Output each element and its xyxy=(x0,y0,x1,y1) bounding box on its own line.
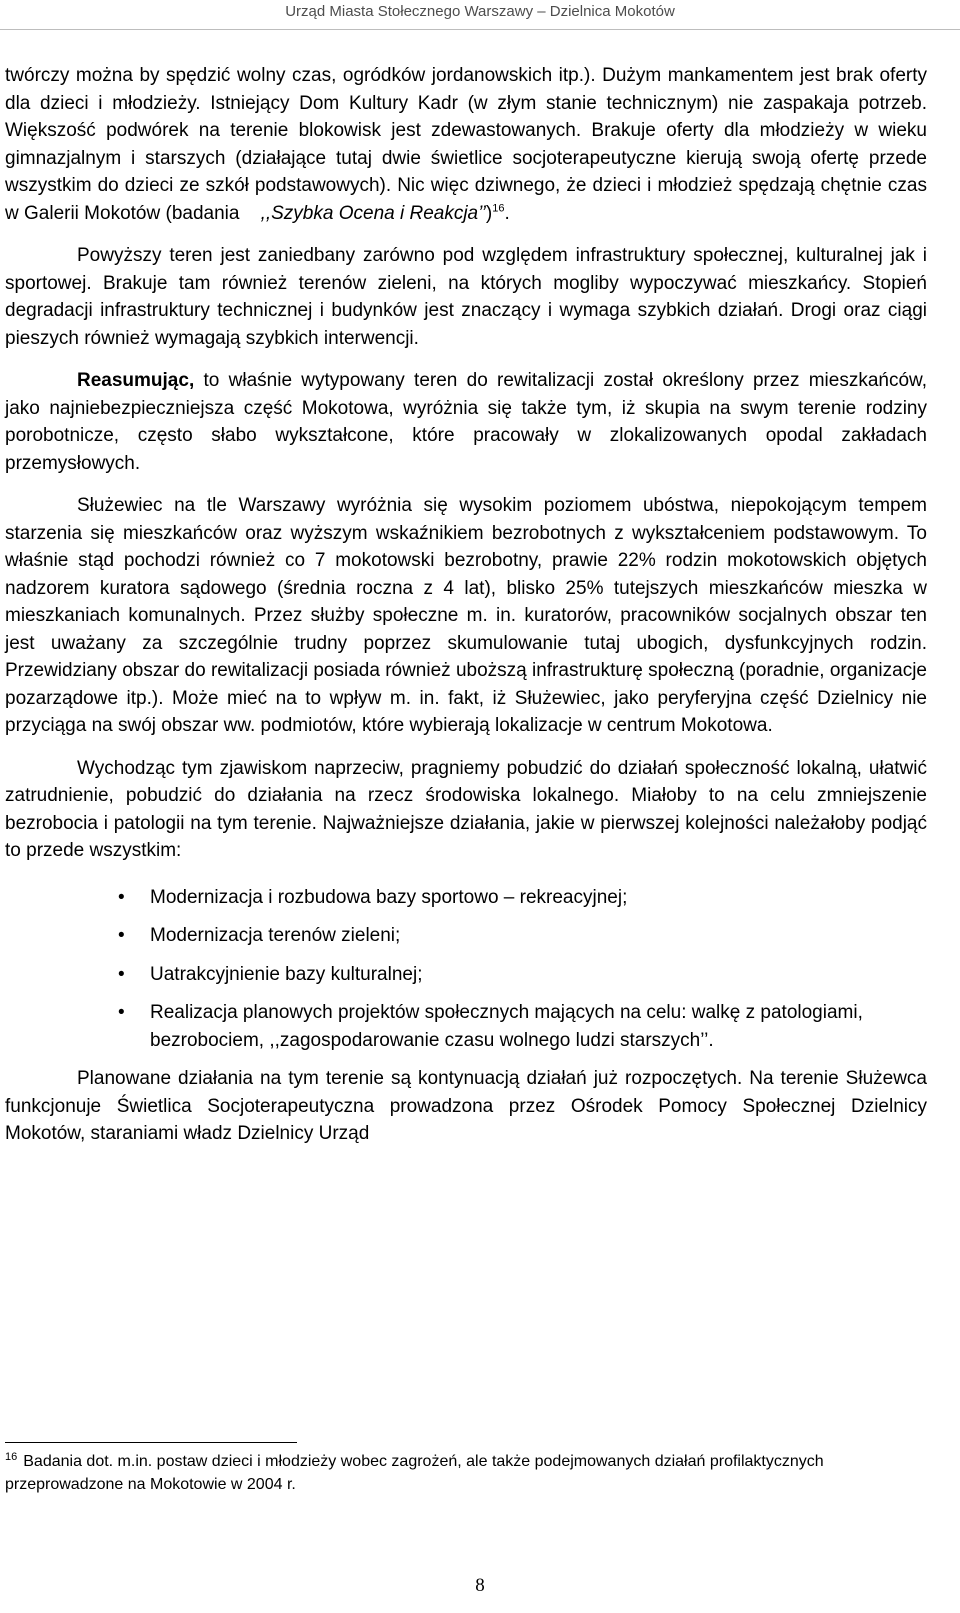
footnote xyxy=(5,1450,927,1496)
paragraph-6: Planowane działania na tym terenie są kontynuacją działań już rozpoczętych. Na terenie Służewca funkcjonuje Świetlica Socjoterapeutyczna prowadzona przez Ośrodek Pomocy Społecznej Dzielnicy Mokotów, staraniami władz Dzielnicy Urząd xyxy=(5,1068,927,1144)
list-item xyxy=(5,961,927,989)
footnote-divider xyxy=(5,1442,297,1443)
list-item xyxy=(5,922,927,950)
paragraph-1 xyxy=(5,62,927,227)
bullet-icon: • xyxy=(118,925,125,946)
bullet-icon: • xyxy=(118,1002,125,1023)
paragraph-3-text: to właśnie wytypowany teren do rewitalizacji został określony przez mieszkańców, jako najniebezpieczniejsza część Mokotowa, wyróżnia się także tym, iż skupia na swym terenie rodziny porobotnicze, często słabo wykształcone, które pracowały w zlokalizowanych opodal zakładach przemysłowych. xyxy=(5,370,927,474)
paragraph-1-text: twórczy można by spędzić wolny czas, ogródków jordanowskich itp.). Dużym mankamentem jest brak oferty dla dzieci i młodzieży. Istniejący Dom Kultury Kadr (w złym stanie technicznym) nie zaspakaja potrzeb. Większość podwórek na terenie blokowisk jest zdewastowanych. Brakuje oferty dla młodzieży w wieku gimnazjalnym i starszych (działające tutaj dwie świetlice socjoterapeutyczne kierują swoją ofertę przede wszystkim do dzieci ze szkół podstawowych). Nic więc dziwnego, że dzieci i młodzież spędzają chętnie czas w Galerii Mokotów (badania xyxy=(5,65,927,224)
list-item-text: Modernizacja i rozbudowa bazy sportowo – rekreacyjnej; xyxy=(150,886,628,908)
footnote-text: Badania dot. m.in. postaw dzieci i młodzieży wobec zagrożeń, ale także podejmowanych działań profilaktycznych przeprowadzone na Mokotowie w 2004 r. xyxy=(5,1453,824,1493)
page-number: 8 xyxy=(475,1575,485,1596)
paragraph-4: Służewiec na tle Warszawy wyróżnia się wysokim poziomem ubóstwa, niepokojącym tempem starzenia się mieszkańców oraz wyższym wskaźnikiem bezrobotnych z wykształceniem podstawowym. To właśnie stąd pochodzi również co 7 mokotowski bezrobotny, prawie 22% rodzin mokotowskich objętych nadzorem kuratora sądowego (średnia roczna z 4 lat), blisko 25% tutejszych mieszkańców mieszka w mieszkaniach komunalnych. Przez służby społeczne m. in. kuratorów, pracowników socjalnych obszar ten jest uważany za szczególnie trudny poprzez skumulowanie tutaj ubogich, dysfunkcyjnych rodzin. Przewidziany obszar do rewitalizacji posiada również uboższą infrastrukturę społeczną (poradnie, organizacje pozarządowe itp.). Może mieć na to wpływ m. in. fakt, iż Służewiec, jako peryferyjna część Dzielnicy nie przyciąga na swój obszar ww. podmiotów, które wybierają lokalizacje w centrum Mokotowa. xyxy=(5,495,927,736)
action-list xyxy=(5,884,927,1055)
list-item xyxy=(5,999,927,1054)
footnote-number: 16 xyxy=(5,1450,18,1463)
document-body xyxy=(5,62,927,1148)
list-item-text: Realizacja planowych projektów społecznych mających na celu: walkę z patologiami, bezrobociem, ,,zagospodarowanie czasu wolnego ludzi starszych’’. xyxy=(150,1002,863,1051)
footnote-reference[interactable]: 16 xyxy=(492,202,505,215)
study-name-quote: ,,Szybka Ocena i Reakcja’’ xyxy=(260,202,486,224)
list-item-text: Modernizacja terenów zieleni; xyxy=(150,925,401,946)
paragraph-3 xyxy=(5,367,927,477)
paragraph-2: Powyższy teren jest zaniedbany zarówno pod względem infrastruktury społecznej, kulturalnej jak i sportowej. Brakuje tam również terenów zieleni, na których mogliby wypoczywać mieszkańcy. Stopień degradacji infrastruktury technicznej i budynków jest znaczący i wymaga szybkich działań. Drogi oraz ciągi pieszych również wymagają szybkich interwencji. xyxy=(5,245,927,349)
header-divider xyxy=(0,29,960,30)
bullet-icon: • xyxy=(118,886,125,908)
bullet-icon: • xyxy=(118,963,125,985)
paragraph-1-end: . xyxy=(504,202,510,224)
paragraph-1-close: ) xyxy=(485,202,493,224)
list-item xyxy=(5,884,927,912)
summary-lead: Reasumując, xyxy=(77,370,195,391)
list-item-text: Uatrakcyjnienie bazy kulturalnej; xyxy=(150,963,423,985)
paragraph-5: Wychodząc tym zjawiskom naprzeciw, pragniemy pobudzić do działań społeczność lokalną, ułatwić zatrudnienie, pobudzić do działania na rzecz środowiska lokalnego. Miałoby to na celu zmniejszenie bezrobocia i patologii na tym terenie. Najważniejsze działania, jakie w pierwszej kolejności należałoby podjąć to przede wszystkim: xyxy=(5,757,927,861)
page-header: Urząd Miasta Stołecznego Warszawy – Dzielnica Mokotów xyxy=(285,3,675,20)
